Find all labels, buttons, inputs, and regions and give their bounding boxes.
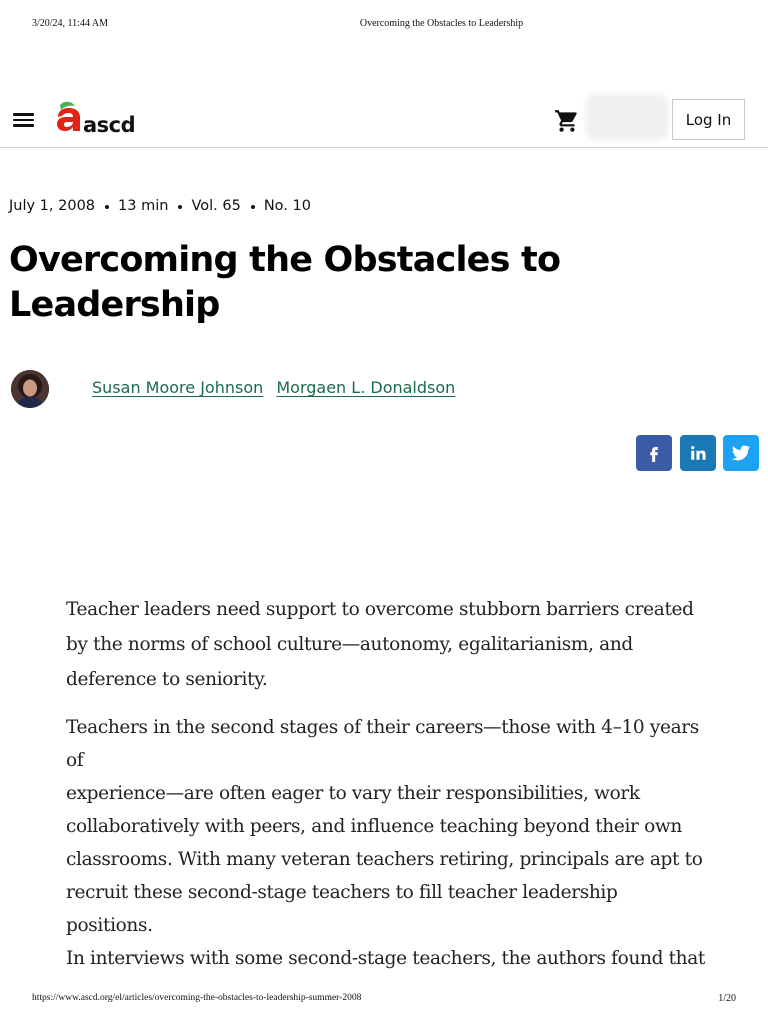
print-footer [0,993,768,1007]
paragraph-line: In interviews with some second-stage teachers, the authors found that [66,948,706,969]
paragraph-line: Teacher leaders need support to overcome stubborn barriers created [66,599,694,620]
linkedin-icon [689,444,707,462]
paragraph-line: recruit these second-stage teachers to fill teacher leadership positions. [66,882,618,936]
author-avatar [11,370,49,408]
print-doc-title: Overcoming the Obstacles to Leadership [359,18,524,29]
share-twitter-button[interactable] [723,435,759,471]
ascd-logo[interactable] [56,101,146,141]
print-page-number: 1/20 [718,993,736,1004]
meta-separator [178,205,182,209]
author-photo-icon [11,370,49,408]
print-datetime: 3/20/24, 11:44 AM [32,18,109,29]
author-link[interactable]: Susan Moore Johnson [92,378,264,397]
paragraph-line: deference to seniority. [66,669,268,690]
share-linkedin-button[interactable] [680,435,716,471]
article-read-time: 13 min [118,198,169,214]
logo-text: ascd [83,113,136,137]
menu-icon[interactable] [12,110,36,130]
meta-separator [251,205,255,209]
author-link[interactable]: Morgaen L. Donaldson [276,378,456,397]
article-title: Overcoming the Obstacles to Leadership [9,240,561,325]
article-volume: Vol. 65 [191,198,241,214]
author-links [92,378,463,397]
paragraph-line: Teachers in the second stages of their careers—those with 4–10 years of [66,717,699,771]
ascd-logo-mark-icon [56,101,82,133]
paragraph-line: by the norms of school culture—autonomy, egalitarianism, and [66,634,633,655]
print-url: https://www.ascd.org/el/articles/overcoming-the-obstacles-to-leadership-summer-2008 [32,993,362,1003]
login-button[interactable]: Log In [672,99,745,140]
blurred-account-area [590,98,664,136]
meta-separator [105,205,109,209]
paragraph-line: experience—are often eager to vary their responsibilities, work [66,783,640,804]
paragraph-line: collaboratively with peers, and influence teaching beyond their own [66,816,682,837]
facebook-icon [645,444,663,462]
article-date: July 1, 2008 [9,198,96,214]
article-paragraph [66,711,706,975]
article-number: No. 10 [263,198,311,214]
site-header [0,92,768,148]
paragraph-line: classrooms. With many veteran teachers retiring, principals are apt to [66,849,703,870]
twitter-icon [731,443,751,463]
share-facebook-button[interactable] [636,435,672,471]
cart-icon[interactable] [554,108,580,134]
article-meta [9,198,311,214]
article-paragraph [66,592,706,697]
print-header [0,18,768,32]
